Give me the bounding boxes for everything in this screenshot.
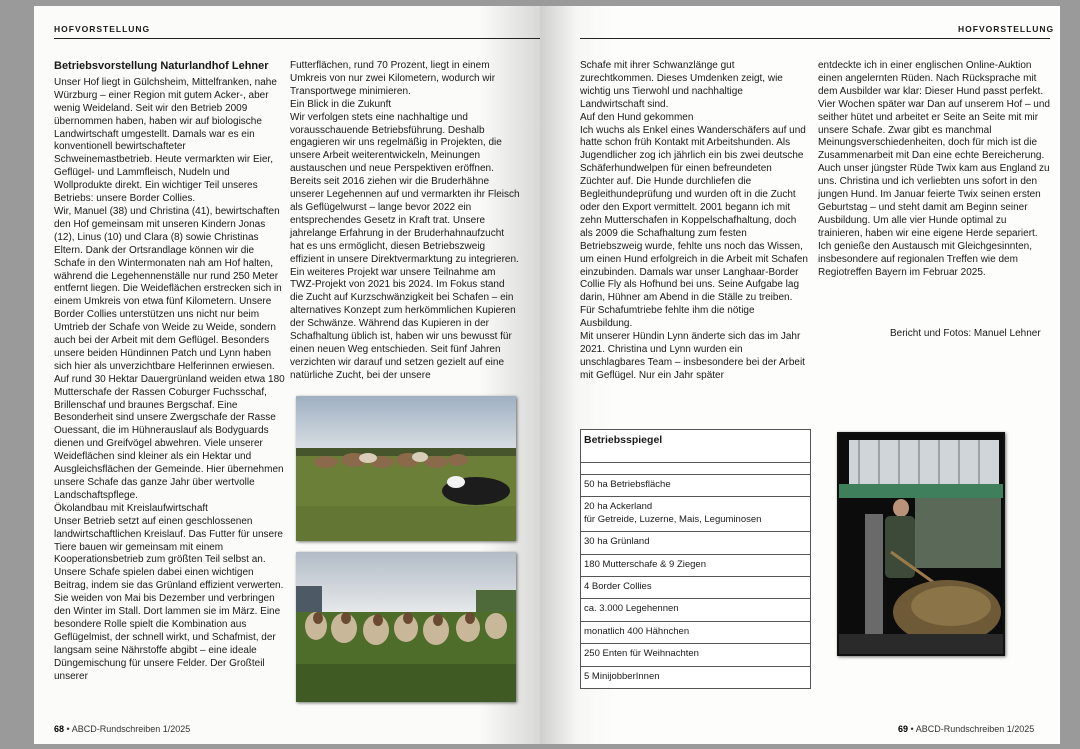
table-row: 50 ha Betriebsfläche [581,474,810,496]
table-title: Betriebsspiegel [581,430,810,463]
left-page-number: 68 [54,724,65,734]
left-footer: 68 • ABCD-Rundschreiben 1/2025 [54,724,191,734]
right-page [540,6,1060,744]
right-col1-paragraph: Ich wuchs als Enkel eines Wanderschäfers auf und hatte schon früh Kontakt mit Arbeitshunden. Als Jugendlicher zog ich jährlich ein bis zwei deutsche Schäferhundwelpen für einen befreundeten Züchter auf. Die Hunde durchliefen die Begleithundeprüfung und wurden oft in die Zucht oder den Export vermittelt. 2001 begann ich mit zehn Mutterschafen in Koppelschafhaltung, doch als 2009 die Schafhaltung zum festen Betriebszweig wurde, fehlte uns noch das Wissen, um einen Hund erfolgreich in die Arbeit mit Schafen einzubinden. Damals war unser Langhaar-Border Collie Fly als Hofhund bei uns. Seine Aufgabe lag darin, Hühner am Abend in die Ställe zu treiben. Für Schafumtriebe fehlte ihm die nötige Ausbildung. [580,124,808,330]
left-header-rule [54,38,540,39]
betriebsspiegel-table [580,429,811,689]
table-row: 250 Enten für Weihnachten [581,643,810,665]
right-col1-paragraph: Auf den Hund gekommen [580,111,694,123]
table-row: 4 Border Collies [581,576,810,598]
right-col1-paragraph: Mit unserer Hündin Lynn änderte sich das im Jahr 2021. Christina und Lynn wurden ein unschlagbares Team – insbesondere bei der Arbeit mit Geflügel. Nur ein Jahr später [580,331,805,381]
table-row [581,463,810,474]
sheep-flock-photo [296,552,516,702]
table-row: 20 ha Ackerland für Getreide, Luzerne, Mais, Leguminosen [581,496,810,531]
left-column-1 [54,60,286,684]
right-page-number: 69 [898,724,909,734]
right-col1-paragraph: Schafe mit ihrer Schwanzlänge gut zurechtkommen. Dieses Umdenken zeigt, wie wichtig uns Tierwohl und nachhaltige Landwirtschaft sind. [580,60,783,110]
sheep-grazing-photo [296,396,516,541]
left-col2-paragraph: Ein weiteres Projekt war unsere Teilnahme am TWZ-Projekt von 2021 bis 2024. Im Fokus stand die Zucht auf Kurzschwänzigkeit bei Schafen – ein alternatives Konzept zum herkömmlichen Kupieren der Schwänze. Während das Kupieren in der Schafhaltung üblich ist, haben wir uns bewusst für einen neuen Weg entschieden. Seit fünf Jahren verzichten wir darauf und setzen gezielt auf eine natürliche Zucht, bei der unsere [290,266,516,381]
left-col2-paragraph: Wir verfolgen stets eine nachhaltige und vorausschauende Betriebsführung. Deshalb engagieren wir uns regelmäßig in Projekten, die unsere Arbeit weiterentwickeln, Meinungen austauschen und neue Perspektiven eröffnen. Bereits seit 2016 ziehen wir die Bruderhähne unserer Legehennen auf und vermarkten ihr Fleisch als Geflügelwurst – lange bevor 2022 ein entsprechendes Gesetz in Kraft trat. Unsere jahrelange Erfahrung in der Bruderhahnaufzucht hat es uns ermöglicht, diesen Betriebszweig effizient in unsere Direktvermarktung zu integrieren. [290,111,520,265]
table-row: ca. 3.000 Legehennen [581,598,810,620]
right-column-2 [818,60,1050,279]
farmer-feeding-photo [837,432,1005,656]
left-running-header: HOFVORSTELLUNG [54,24,151,34]
left-col2-paragraph: Futterflächen, rund 70 Prozent, liegt in einem Umkreis von nur zwei Kilometern, wodurch wir Transportwege minimieren. [290,60,496,97]
right-column-1 [580,60,808,383]
right-col2-paragraph: Auch unser jüngster Rüde Twix kam aus England zu uns. Christina und ich verliebten uns sofort in den jungen Hund. Im Januar feierte Twix seinen ersten Geburtstag – und steht damit am Beginn seiner Ausbildung. Um alle vier Hunde optimal zu trainieren, haben wir eine eigene Herde separiert. Ich genieße den Austausch mit Gleichgesinnten, insbesondere auf regionalen Treffen wie dem Regiotreffen Bayern im Februar 2025. [818,163,1050,278]
article-title: Betriebsvorstellung Naturlandhof Lehner [54,60,269,72]
right-header-rule [580,38,1050,39]
left-column-2 [290,60,520,383]
left-col1-paragraph: Unser Betrieb setzt auf einen geschlossenen landwirtschaftlichen Kreislauf. Das Futter für unsere Tiere bauen wir gemeinsam mit einem Kooperationsbetrieb zum größten Teil selbst an. Unsere Schafe spielen dabei einen wichtigen Beitrag, indem sie das Grünland effizient verwerten. Sie weiden von Mai bis Dezember und verbringen den Winter im Stall. Dort lammen sie im März. Eine besondere Rolle spielt die Kombination aus Geflügelmist, der schnell wirkt, und Schafmist, der langsam seine Nährstoffe abgibt – eine ideale Düngemischung für unsere Felder. Der Großteil unserer [54,515,284,682]
table-row: 30 ha Grünland [581,531,810,553]
left-col1-paragraph: Ökolandbau mit Kreislaufwirtschaft [54,502,208,514]
photo-credit: Bericht und Fotos: Manuel Lehner [890,328,1041,339]
left-page [34,6,540,744]
left-footer-publication: ABCD-Rundschreiben 1/2025 [71,724,191,734]
right-col2-paragraph: entdeckte ich in einer englischen Online-Auktion einen angelernten Rüden. Nach Rücksprache mit dem Ausbilder war klar: Dieser Hund passt perfekt. Vier Wochen später war Dan auf unserem Hof – und seither hütet und arbeitet er Seite an Seite mit mir unsere Schafe. Zwar gibt es manchmal Meinungsverschiedenheiten, doch für mich ist die Zusammenarbeit mit Dan eine echte Bereicherung. [818,60,1050,162]
left-col1-paragraph: Wir, Manuel (38) und Christina (41), bewirtschaften den Hof gemeinsam mit unseren Kindern Jonas (12), Linus (10) und Clara (8) sowie Christinas Eltern. Dank der Ortsrandlage können wir die Schafe in den Wintermonaten nah am Hof halten, während die Legehennenställe nur rund 250 Meter entfernt liegen. Die Weideflächen erstrecken sich in einem Umkreis von etwa fünf Kilometern. Unsere Border Collies unterstützen uns nicht nur beim Umtrieb der Schafe von Weide zu Weide, sondern auch bei der Arbeit mit dem Geflügel. Besonders unsere beiden Hündinnen Patch und Lynn haben sich hier als unverzichtbare Helferinnen erwiesen. [54,205,282,372]
table-row: 180 Mutterschafe & 9 Ziegen [581,554,810,576]
right-running-header: HOFVORSTELLUNG [958,24,1055,34]
left-col1-paragraph: Auf rund 30 Hektar Dauergrünland weiden etwa 180 Mutterschafe der Rassen Coburger Fuchsschaf, Brillenschaf und braunes Bergschaf. Eine Besonderheit sind unsere Zwergschafe der Rasse Ouessant, die im Hühnerauslauf als Bodyguards dienen und Greifvögel abwehren. Viele unserer Weideflächen sind kleiner als ein Hektar und Ausgleichsflächen der Gemeinde. Hier übernehmen unsere Schafe das ganze Jahr über wertvolle Landschaftspflege. [54,373,285,501]
right-footer: 69 • ABCD-Rundschreiben 1/2025 [898,724,1035,734]
right-footer-publication: ABCD-Rundschreiben 1/2025 [915,724,1035,734]
left-col1-paragraph: Unser Hof liegt in Gülchsheim, Mittelfranken, nahe Würzburg – einer Region mit gutem Acker-, aber wenig Weideland. Seit wir den Betrieb 2009 übernommen haben, haben wir auf biologische Landwirtschaft umgestellt. Damals war es ein konventionell bewirtschafteter Schweinemastbetrieb. Heute vermarkten wir Eier, Geflügel- und Lammfleisch, Nudeln und Wollprodukte direkt. Ein wichtiger Teil unseres Betriebs: unsere Border Collies. [54,76,277,205]
table-row: 5 MinijobberInnen [581,666,810,688]
table-row: monatlich 400 Hähnchen [581,621,810,643]
left-col2-paragraph: Ein Blick in die Zukunft [290,98,392,110]
